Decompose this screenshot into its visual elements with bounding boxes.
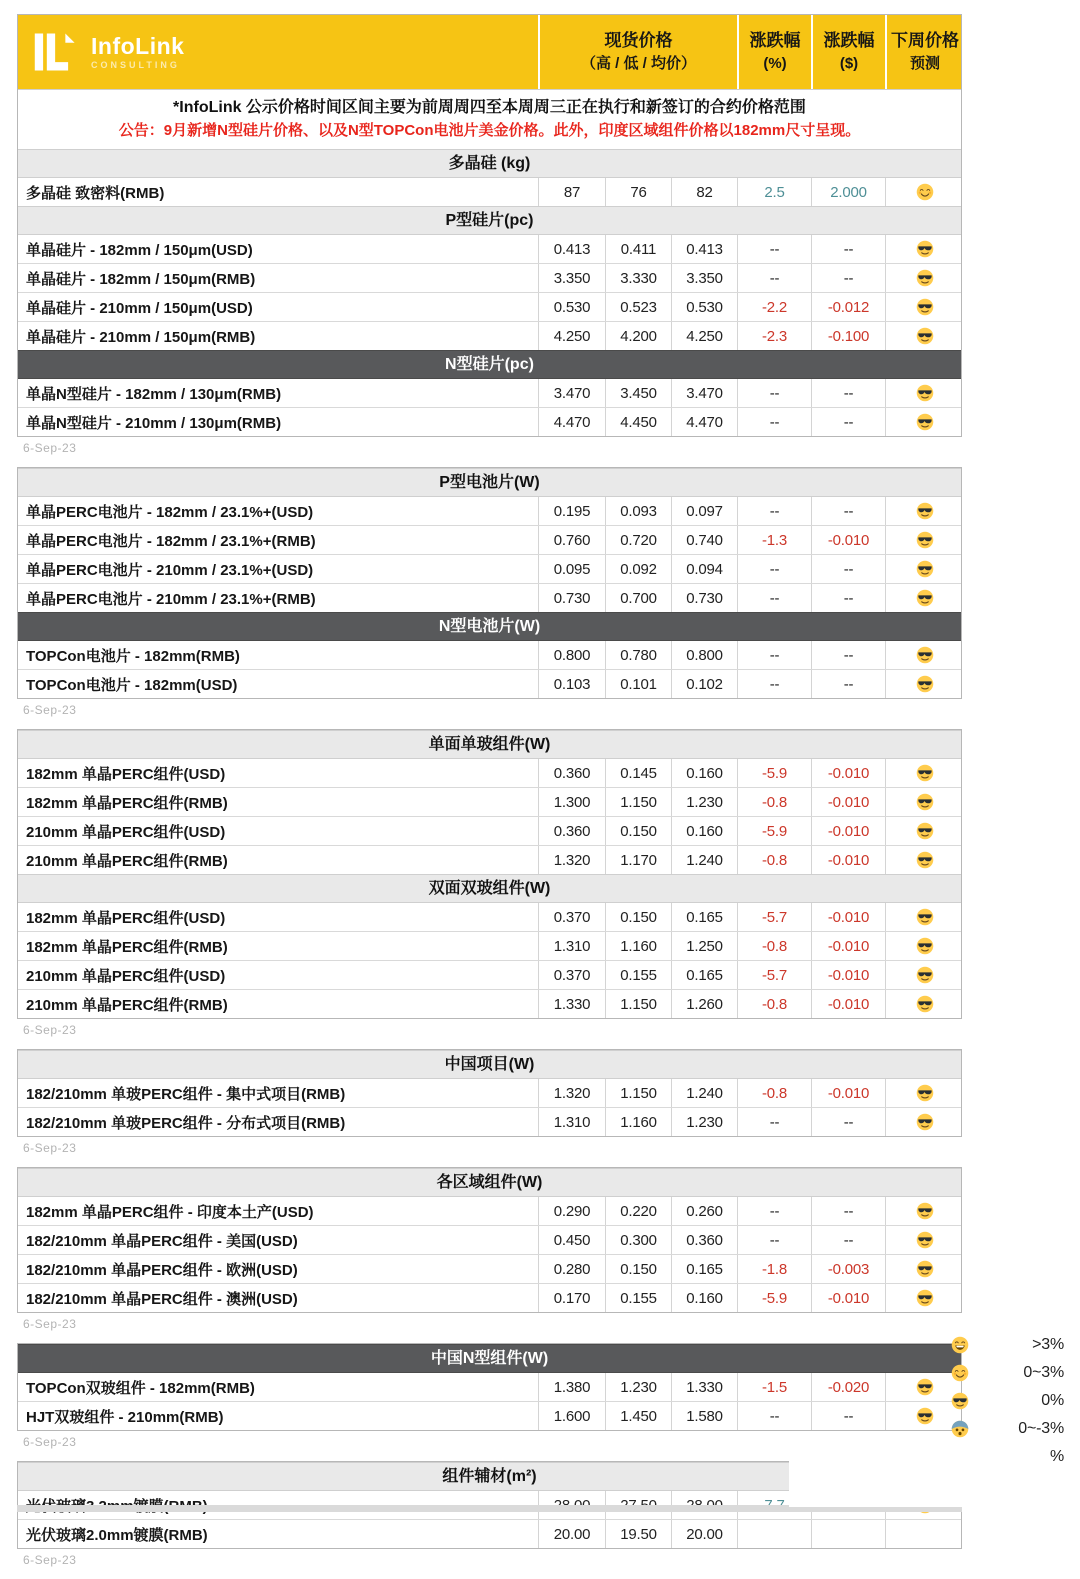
high-price: 20.00 xyxy=(538,1520,605,1548)
avg-price: 0.097 xyxy=(671,497,737,525)
product-label: 单晶硅片 - 210mm / 150μm(USD) xyxy=(26,299,253,317)
cool-emoji xyxy=(950,1392,970,1410)
avg-price: 0.102 xyxy=(671,670,737,698)
price-table-block xyxy=(17,14,962,458)
cool-emoji xyxy=(885,1108,963,1136)
high-price: 0.360 xyxy=(538,817,605,845)
low-price: 0.155 xyxy=(605,1284,671,1312)
legend-label: 0~3% xyxy=(1023,1364,1064,1381)
high-price: 4.250 xyxy=(538,322,605,350)
high-price: 0.760 xyxy=(538,526,605,554)
price-table-block xyxy=(17,729,962,1040)
avg-price: 1.260 xyxy=(671,990,737,1018)
legend-item xyxy=(950,1415,1064,1443)
high-price: 0.730 xyxy=(538,584,605,612)
low-price: 4.450 xyxy=(605,408,671,436)
product-label: 182mm 单晶PERC组件(USD) xyxy=(26,909,226,927)
section-header: 中国N型组件(W) xyxy=(18,1344,961,1373)
change-usd: -0.010 xyxy=(811,903,885,931)
grin-emoji xyxy=(950,1336,970,1354)
low-price: 0.150 xyxy=(605,1255,671,1283)
col-header-spot-price: 现货价格 （高 / 低 / 均价） xyxy=(538,15,737,89)
product-label: 单晶PERC电池片 - 210mm / 23.1%+(USD) xyxy=(26,561,314,579)
avg-price: 1.230 xyxy=(671,1108,737,1136)
product-label: 210mm 单晶PERC组件(RMB) xyxy=(26,996,228,1014)
product-label: HJT双玻组件 - 210mm(RMB) xyxy=(26,1408,224,1426)
table-row xyxy=(18,669,961,698)
change-pct: -0.8 xyxy=(737,788,811,816)
high-price: 1.320 xyxy=(538,1079,605,1107)
product-label: 单晶硅片 - 182mm / 150μm(USD) xyxy=(26,241,253,259)
avg-price: 3.470 xyxy=(671,379,737,407)
logo-subtitle: CONSULTING xyxy=(91,60,180,70)
low-price: 1.150 xyxy=(605,990,671,1018)
change-usd: -0.010 xyxy=(811,788,885,816)
legend-label: 0% xyxy=(1041,1392,1064,1409)
change-usd: -- xyxy=(811,670,885,698)
change-usd: -0.010 xyxy=(811,932,885,960)
table-row xyxy=(18,1254,961,1283)
section-header: N型电池片(W) xyxy=(18,612,961,641)
infolink-logo-icon xyxy=(32,30,82,74)
change-pct: -- xyxy=(737,670,811,698)
low-price: 1.150 xyxy=(605,1079,671,1107)
change-usd: -- xyxy=(811,1226,885,1254)
high-price: 0.370 xyxy=(538,903,605,931)
change-pct: -- xyxy=(737,235,811,263)
low-price: 0.150 xyxy=(605,817,671,845)
table-row xyxy=(18,497,961,525)
col-header-forecast: 下周价格 预测 xyxy=(885,15,963,89)
change-usd: -0.010 xyxy=(811,846,885,874)
change-pct: -5.7 xyxy=(737,903,811,931)
avg-price: 20.00 xyxy=(671,1520,737,1548)
low-price: 3.330 xyxy=(605,264,671,292)
legend-label: >3% xyxy=(1032,1336,1064,1353)
legend-item xyxy=(950,1359,1064,1387)
low-price: 0.220 xyxy=(605,1197,671,1225)
product-label: 光伏玻璃2.0mm镀膜(RMB) xyxy=(26,1526,208,1544)
change-usd: -- xyxy=(811,408,885,436)
change-usd: -0.100 xyxy=(811,322,885,350)
low-price: 0.411 xyxy=(605,235,671,263)
avg-price: 1.240 xyxy=(671,846,737,874)
high-price: 1.380 xyxy=(538,1373,605,1401)
change-usd: -0.012 xyxy=(811,293,885,321)
change-usd: -- xyxy=(811,641,885,669)
cool-emoji xyxy=(885,497,963,525)
low-price: 19.50 xyxy=(605,1520,671,1548)
cool-emoji xyxy=(885,526,963,554)
logo-title: InfoLink xyxy=(91,33,185,59)
date-stamp: 6-Sep-23 xyxy=(23,1141,77,1155)
table-row xyxy=(18,583,961,612)
table-row xyxy=(18,525,961,554)
date-stamp: 6-Sep-23 xyxy=(23,1023,77,1037)
col-header-change-pct: 涨跌幅 (%) xyxy=(737,15,811,89)
change-usd xyxy=(811,1520,885,1548)
high-price: 0.360 xyxy=(538,759,605,787)
high-price: 4.470 xyxy=(538,408,605,436)
change-pct: -2.3 xyxy=(737,322,811,350)
change-pct: -- xyxy=(737,1108,811,1136)
change-pct: -- xyxy=(737,555,811,583)
product-label: 单晶硅片 - 182mm / 150μm(RMB) xyxy=(26,270,256,288)
cool-emoji xyxy=(885,264,963,292)
cool-emoji xyxy=(885,235,963,263)
low-price: 3.450 xyxy=(605,379,671,407)
date-stamp: 6-Sep-23 xyxy=(23,1553,77,1567)
low-price: 0.092 xyxy=(605,555,671,583)
product-label: 单晶硅片 - 210mm / 150μm(RMB) xyxy=(26,328,256,346)
price-table-block xyxy=(17,1049,962,1158)
legend-label: % xyxy=(1049,1448,1064,1465)
date-stamp: 6-Sep-23 xyxy=(23,1317,77,1331)
change-pct: -- xyxy=(737,1402,811,1430)
product-label: 单晶PERC电池片 - 182mm / 23.1%+(USD) xyxy=(26,503,314,521)
product-label: 单晶N型硅片 - 182mm / 130μm(RMB) xyxy=(26,385,282,403)
cool-emoji xyxy=(885,1197,963,1225)
table-row xyxy=(18,1401,961,1430)
change-pct: -0.8 xyxy=(737,990,811,1018)
avg-price: 0.160 xyxy=(671,817,737,845)
empty-forecast xyxy=(885,1520,963,1548)
low-price: 1.450 xyxy=(605,1402,671,1430)
product-label: 210mm 单晶PERC组件(RMB) xyxy=(26,852,228,870)
high-price: 87 xyxy=(538,178,605,206)
high-price: 0.103 xyxy=(538,670,605,698)
low-price: 1.160 xyxy=(605,932,671,960)
price-period-note: *InfoLink 公示价格时间区间主要为前周周四至本周周三正在执行和新签订的合约价格范围 xyxy=(173,99,806,116)
cool-emoji xyxy=(885,990,963,1018)
product-label: 182/210mm 单晶PERC组件 - 欧洲(USD) xyxy=(26,1261,298,1279)
change-pct: -0.8 xyxy=(737,846,811,874)
date-stamp: 6-Sep-23 xyxy=(23,441,77,455)
cool-emoji xyxy=(885,1226,963,1254)
product-label: 单晶N型硅片 - 210mm / 130μm(RMB) xyxy=(26,414,282,432)
table-row xyxy=(18,1079,961,1107)
avg-price: 0.165 xyxy=(671,1255,737,1283)
avg-price: 1.250 xyxy=(671,932,737,960)
change-usd: -- xyxy=(811,379,885,407)
change-pct: 2.5 xyxy=(737,178,811,206)
table-row xyxy=(18,235,961,263)
table-row xyxy=(18,407,961,436)
product-label: 单晶PERC电池片 - 210mm / 23.1%+(RMB) xyxy=(26,590,316,608)
cool-emoji xyxy=(885,584,963,612)
high-price: 3.350 xyxy=(538,264,605,292)
product-label: 182mm 单晶PERC组件(RMB) xyxy=(26,794,228,812)
section-header: 多晶硅 (kg) xyxy=(18,149,961,178)
change-usd: -0.010 xyxy=(811,759,885,787)
price-table-block xyxy=(17,467,962,720)
legend-item xyxy=(950,1387,1064,1415)
change-usd: 2.000 xyxy=(811,178,885,206)
avg-price: 0.730 xyxy=(671,584,737,612)
section-header: N型硅片(pc) xyxy=(18,350,961,379)
legend-item xyxy=(950,1331,1064,1359)
high-price: 0.280 xyxy=(538,1255,605,1283)
low-price: 0.150 xyxy=(605,903,671,931)
change-pct: -- xyxy=(737,584,811,612)
change-pct: -5.9 xyxy=(737,759,811,787)
change-usd: -0.010 xyxy=(811,990,885,1018)
cool-emoji xyxy=(885,1284,963,1312)
table-row xyxy=(18,989,961,1018)
avg-price: 0.413 xyxy=(671,235,737,263)
avg-price: 0.165 xyxy=(671,903,737,931)
cool-emoji xyxy=(885,759,963,787)
avg-price: 0.800 xyxy=(671,641,737,669)
avg-price: 0.360 xyxy=(671,1226,737,1254)
table-row xyxy=(18,178,961,206)
avg-price: 1.240 xyxy=(671,1079,737,1107)
low-price: 0.145 xyxy=(605,759,671,787)
avg-price: 0.740 xyxy=(671,526,737,554)
avg-price: 0.160 xyxy=(671,1284,737,1312)
low-price: 0.093 xyxy=(605,497,671,525)
change-usd: -- xyxy=(811,584,885,612)
low-price: 4.200 xyxy=(605,322,671,350)
table-row xyxy=(18,1197,961,1225)
high-price: 0.450 xyxy=(538,1226,605,1254)
product-label: 210mm 单晶PERC组件(USD) xyxy=(26,823,226,841)
high-price: 0.095 xyxy=(538,555,605,583)
avg-price: 0.260 xyxy=(671,1197,737,1225)
section-header: P型硅片(pc) xyxy=(18,206,961,235)
product-label: TOPCon电池片 - 182mm(USD) xyxy=(26,676,238,694)
table-row xyxy=(18,554,961,583)
table-row xyxy=(18,1373,961,1401)
avg-price: 0.160 xyxy=(671,759,737,787)
change-pct: -- xyxy=(737,379,811,407)
high-price: 0.290 xyxy=(538,1197,605,1225)
avg-price: 1.330 xyxy=(671,1373,737,1401)
low-price: 76 xyxy=(605,178,671,206)
high-price: 0.530 xyxy=(538,293,605,321)
table-row xyxy=(18,759,961,787)
change-pct: -5.9 xyxy=(737,1284,811,1312)
change-usd: -- xyxy=(811,235,885,263)
table-row xyxy=(18,845,961,874)
change-usd: -- xyxy=(811,1402,885,1430)
cool-emoji xyxy=(885,555,963,583)
high-price: 0.413 xyxy=(538,235,605,263)
change-pct: -5.7 xyxy=(737,961,811,989)
smile-emoji xyxy=(950,1364,970,1382)
product-label: 单晶PERC电池片 - 182mm / 23.1%+(RMB) xyxy=(26,532,316,550)
change-usd: -0.003 xyxy=(811,1255,885,1283)
table-row xyxy=(18,641,961,669)
section-header: 各区域组件(W) xyxy=(18,1168,961,1197)
low-price: 0.720 xyxy=(605,526,671,554)
avg-price: 4.250 xyxy=(671,322,737,350)
avg-price: 1.580 xyxy=(671,1402,737,1430)
product-label: 182/210mm 单晶PERC组件 - 美国(USD) xyxy=(26,1232,298,1250)
product-label: 182mm 单晶PERC组件(USD) xyxy=(26,765,226,783)
change-pct: -- xyxy=(737,497,811,525)
change-pct: -0.8 xyxy=(737,932,811,960)
price-table-block xyxy=(17,1167,962,1334)
price-sheet xyxy=(17,14,962,1579)
table-row xyxy=(18,816,961,845)
avg-price: 0.094 xyxy=(671,555,737,583)
cool-emoji xyxy=(885,1079,963,1107)
low-price: 0.155 xyxy=(605,961,671,989)
high-price: 1.300 xyxy=(538,788,605,816)
change-usd: -0.010 xyxy=(811,1284,885,1312)
notes-area xyxy=(18,90,961,149)
avg-price: 1.230 xyxy=(671,788,737,816)
table-row xyxy=(18,321,961,350)
change-usd: -0.010 xyxy=(811,526,885,554)
change-usd: -- xyxy=(811,1197,885,1225)
high-price: 1.330 xyxy=(538,990,605,1018)
table-row xyxy=(18,1107,961,1136)
low-price: 0.523 xyxy=(605,293,671,321)
section-header: 中国项目(W) xyxy=(18,1050,961,1079)
section-header: P型电池片(W) xyxy=(18,468,961,497)
infolink-logo xyxy=(18,15,538,89)
change-usd: -- xyxy=(811,555,885,583)
date-stamp: 6-Sep-23 xyxy=(23,703,77,717)
section-header: 单面单玻组件(W) xyxy=(18,730,961,759)
change-usd: -- xyxy=(811,1108,885,1136)
product-label: 182mm 单晶PERC组件 - 印度本土产(USD) xyxy=(26,1203,314,1221)
col-header-change-usd: 涨跌幅 ($) xyxy=(811,15,885,89)
change-pct: -1.3 xyxy=(737,526,811,554)
change-pct: -- xyxy=(737,1226,811,1254)
change-usd: -0.020 xyxy=(811,1373,885,1401)
change-pct: -- xyxy=(737,641,811,669)
cool-emoji xyxy=(885,961,963,989)
table-row xyxy=(18,931,961,960)
high-price: 1.320 xyxy=(538,846,605,874)
product-label: 182/210mm 单晶PERC组件 - 澳洲(USD) xyxy=(26,1290,298,1308)
low-price: 0.300 xyxy=(605,1226,671,1254)
change-pct: -- xyxy=(737,408,811,436)
cool-emoji xyxy=(885,846,963,874)
change-pct: -- xyxy=(737,264,811,292)
smile-emoji xyxy=(885,178,963,206)
cool-emoji xyxy=(885,1255,963,1283)
table-row xyxy=(18,903,961,931)
change-usd: -0.010 xyxy=(811,961,885,989)
product-label: 210mm 单晶PERC组件(USD) xyxy=(26,967,226,985)
cool-emoji xyxy=(885,788,963,816)
low-price: 1.160 xyxy=(605,1108,671,1136)
table-row xyxy=(18,379,961,407)
high-price: 1.600 xyxy=(538,1402,605,1430)
fearful-emoji xyxy=(950,1420,970,1438)
change-pct xyxy=(737,1520,811,1548)
low-price: 1.170 xyxy=(605,846,671,874)
product-label: TOPCon电池片 - 182mm(RMB) xyxy=(26,647,240,665)
date-stamp: 6-Sep-23 xyxy=(23,1435,77,1449)
change-usd: -- xyxy=(811,264,885,292)
watermark-cover xyxy=(789,1445,1017,1507)
table-header xyxy=(18,15,961,90)
low-price: 1.230 xyxy=(605,1373,671,1401)
table-row xyxy=(18,960,961,989)
price-table-block xyxy=(17,1343,962,1452)
product-label: 多晶硅 致密料(RMB) xyxy=(26,184,165,202)
low-price: 0.700 xyxy=(605,584,671,612)
change-pct: -0.8 xyxy=(737,1079,811,1107)
avg-price: 4.470 xyxy=(671,408,737,436)
change-usd: -0.010 xyxy=(811,1079,885,1107)
table-row xyxy=(18,292,961,321)
high-price: 3.470 xyxy=(538,379,605,407)
change-pct: -2.2 xyxy=(737,293,811,321)
change-pct: -1.8 xyxy=(737,1255,811,1283)
cool-emoji xyxy=(885,932,963,960)
cool-emoji xyxy=(885,903,963,931)
product-label: 182/210mm 单玻PERC组件 - 分布式项目(RMB) xyxy=(26,1114,346,1132)
cool-emoji xyxy=(885,670,963,698)
table-row xyxy=(18,1519,961,1548)
section-header: 组件辅材(m²) xyxy=(18,1462,961,1491)
change-usd: -0.010 xyxy=(811,817,885,845)
avg-price: 0.530 xyxy=(671,293,737,321)
change-pct: -- xyxy=(737,1197,811,1225)
change-usd: -- xyxy=(811,497,885,525)
announcement-note: 公告：9月新增N型硅片价格、以及N型TOPCon电池片美金价格。此外，印度区域组件价格以182mm尺寸呈现。 xyxy=(118,122,861,139)
table-row xyxy=(18,263,961,292)
high-price: 1.310 xyxy=(538,932,605,960)
product-label: TOPCon双玻组件 - 182mm(RMB) xyxy=(26,1379,255,1397)
high-price: 0.370 xyxy=(538,961,605,989)
cool-emoji xyxy=(885,379,963,407)
section-header: 双面双玻组件(W) xyxy=(18,874,961,903)
table-row xyxy=(18,1283,961,1312)
product-label: 182/210mm 单玻PERC组件 - 集中式项目(RMB) xyxy=(26,1085,346,1103)
cool-emoji xyxy=(885,817,963,845)
cool-emoji xyxy=(885,322,963,350)
low-price: 0.101 xyxy=(605,670,671,698)
change-pct: -1.5 xyxy=(737,1373,811,1401)
avg-price: 82 xyxy=(671,178,737,206)
table-row xyxy=(18,787,961,816)
low-price: 1.150 xyxy=(605,788,671,816)
high-price: 0.800 xyxy=(538,641,605,669)
high-price: 1.310 xyxy=(538,1108,605,1136)
cool-emoji xyxy=(885,408,963,436)
low-price: 0.780 xyxy=(605,641,671,669)
cool-emoji xyxy=(885,293,963,321)
legend-label: 0~-3% xyxy=(1018,1420,1064,1437)
high-price: 0.170 xyxy=(538,1284,605,1312)
product-label: 182mm 单晶PERC组件(RMB) xyxy=(26,938,228,956)
avg-price: 0.165 xyxy=(671,961,737,989)
cool-emoji xyxy=(885,641,963,669)
high-price: 0.195 xyxy=(538,497,605,525)
table-row xyxy=(18,1225,961,1254)
change-pct: -5.9 xyxy=(737,817,811,845)
avg-price: 3.350 xyxy=(671,264,737,292)
